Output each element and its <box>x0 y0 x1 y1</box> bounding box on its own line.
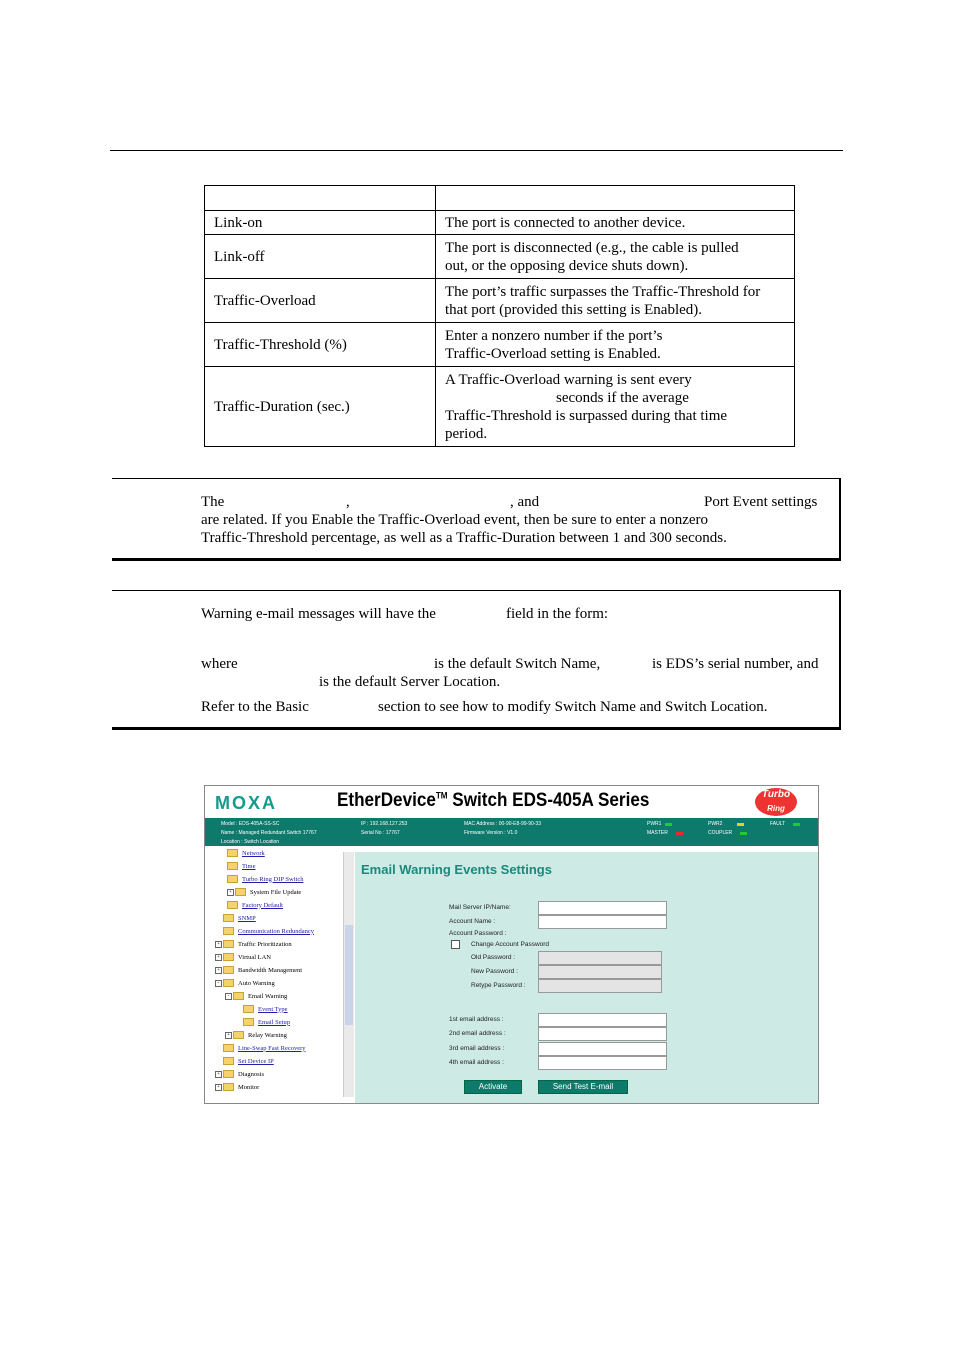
event-description <box>436 323 795 367</box>
folder-icon <box>227 875 238 883</box>
tree-item-system-file-update[interactable]: + System File Update <box>227 888 301 896</box>
note-word: , <box>346 494 350 510</box>
change-password-label: Change Account Password <box>471 941 550 948</box>
email1-input[interactable] <box>538 1013 667 1027</box>
note-box-email <box>112 590 841 730</box>
note-word: Port Event settings <box>704 494 818 510</box>
expand-icon[interactable]: + <box>215 967 222 974</box>
tree-item-communication-redundancy[interactable]: Communication Redundancy <box>223 927 314 935</box>
email4-input[interactable] <box>538 1056 667 1070</box>
email-settings-panel <box>355 852 818 1103</box>
email4-label: 4th email address : <box>449 1059 504 1066</box>
collapse-icon[interactable]: - <box>215 980 222 987</box>
fault-label: FAULT <box>770 821 786 827</box>
table-row <box>205 323 795 367</box>
table-row <box>205 235 795 279</box>
product-title <box>337 790 649 812</box>
event-description <box>436 235 795 279</box>
turbo-ring-logo <box>755 788 797 816</box>
tree-item-bandwidth-management[interactable]: + Bandwidth Management <box>215 966 302 974</box>
new-password-input[interactable] <box>538 965 662 979</box>
info-location: Location : Switch Location <box>221 839 280 845</box>
tree-item-virtual-lan[interactable]: + Virtual LAN <box>215 953 271 961</box>
master-label: MASTER <box>647 830 668 836</box>
tree-item-event-type[interactable]: Event Type <box>243 1005 288 1013</box>
fault-led <box>793 823 800 826</box>
scrollbar-thumb[interactable] <box>345 925 353 1025</box>
mail-server-input[interactable] <box>538 901 667 915</box>
folder-icon <box>223 966 234 974</box>
pwr1-label: PWR1 <box>647 821 662 827</box>
panel-title: Email Warning Events Settings <box>361 862 552 877</box>
tree-item-email-setup[interactable]: Email Setup <box>243 1018 290 1026</box>
email2-label: 2nd email address : <box>449 1030 506 1037</box>
new-password-label: New Password : <box>471 968 518 975</box>
tree-item-relay-warning[interactable]: + Relay Warning <box>225 1031 287 1039</box>
expand-icon[interactable]: + <box>227 889 234 896</box>
retype-password-input[interactable] <box>538 979 662 993</box>
note-word: where <box>201 656 238 672</box>
send-test-email-button[interactable]: Send Test E-mail <box>538 1080 628 1094</box>
turbo-ring-bottom: Ring <box>767 804 785 813</box>
info-firmware: Firmware Version : V1.0 <box>464 830 518 836</box>
old-password-label: Old Password : <box>471 954 516 961</box>
description-line: Traffic-Overload setting is Enabled. <box>445 345 661 362</box>
master-led <box>676 832 683 835</box>
collapse-icon[interactable]: - <box>225 993 232 1000</box>
tree-item-auto-warning[interactable]: - Auto Warning <box>215 979 275 987</box>
note-word: Warning e-mail messages will have the <box>201 606 436 622</box>
tree-item-snmp[interactable]: SNMP <box>223 914 256 922</box>
note-word: , and <box>510 494 540 510</box>
pwr1-led <box>665 823 672 826</box>
folder-icon <box>233 1031 244 1039</box>
description-line: A Traffic-Overload warning is sent every <box>445 371 692 388</box>
folder-icon <box>223 1044 234 1052</box>
info-mac: MAC Address : 00-90-E8-99-90-33 <box>464 821 541 827</box>
description-line: Traffic-Threshold is surpassed during that time <box>445 407 728 424</box>
note-word: The <box>201 494 225 510</box>
note-word: is the default Server Location. <box>319 674 501 690</box>
old-password-input[interactable] <box>538 951 662 965</box>
folder-icon <box>223 1070 234 1078</box>
info-serial: Serial No : 17767 <box>361 830 400 836</box>
tree-scrollbar[interactable] <box>343 852 354 1097</box>
pwr2-led <box>737 823 744 826</box>
email3-input[interactable] <box>538 1042 667 1056</box>
folder-icon <box>243 1005 254 1013</box>
account-name-label: Account Name : <box>449 918 496 925</box>
coupler-led <box>740 832 747 835</box>
folder-icon <box>223 914 234 922</box>
event-description <box>436 211 795 235</box>
description-line: The port is connected to another device. <box>445 214 686 231</box>
account-password-label: Account Password : <box>449 930 507 937</box>
port-events-table <box>204 185 795 447</box>
expand-icon[interactable]: + <box>215 941 222 948</box>
tree-item-email-warning[interactable]: - Email Warning <box>225 992 287 1000</box>
event-name: Link-off <box>205 235 436 279</box>
trademark: TM <box>435 790 448 801</box>
table-row <box>205 211 795 235</box>
activate-button[interactable]: Activate <box>464 1080 522 1094</box>
header-rule <box>110 150 843 151</box>
event-description <box>436 279 795 323</box>
note-word: is the default Switch Name, <box>434 656 601 672</box>
retype-password-label: Retype Password : <box>471 982 526 989</box>
email2-input[interactable] <box>538 1027 667 1041</box>
description-line: The port’s traffic surpasses the Traffic-Threshold for <box>445 283 761 300</box>
moxa-logo: MOXA <box>215 793 277 813</box>
info-model: Model : EDS-405A-SS-SC <box>221 821 280 827</box>
folder-icon <box>243 1018 254 1026</box>
turbo-ring-top: Turbo <box>761 789 791 800</box>
open-folder-icon <box>223 979 234 987</box>
folder-icon <box>227 849 238 857</box>
folder-icon <box>223 940 234 948</box>
tree-item-turbo-ring-dip[interactable]: Turbo Ring DIP Switch <box>227 875 303 883</box>
event-name: Traffic-Duration (sec.) <box>205 367 436 447</box>
account-name-input[interactable] <box>538 915 667 929</box>
expand-icon[interactable]: + <box>225 1032 232 1039</box>
header-cell-event <box>205 186 436 211</box>
tree-item-network[interactable]: Network <box>227 849 265 857</box>
expand-icon[interactable]: + <box>215 954 222 961</box>
note-line: are related. If you Enable the Traffic-Overload event, then be sure to enter a nonzero <box>201 512 709 528</box>
event-name: Traffic-Overload <box>205 279 436 323</box>
note-box-traffic <box>112 478 841 561</box>
open-folder-icon <box>233 992 244 1000</box>
tree-item-line-swap[interactable]: Line-Swap Fast Recovery <box>223 1044 306 1052</box>
change-password-checkbox[interactable] <box>451 940 460 949</box>
folder-icon <box>227 901 238 909</box>
screenshot-top-banner <box>205 786 818 818</box>
tree-item-set-device-ip[interactable]: Set Device IP <box>223 1057 274 1065</box>
expand-icon[interactable]: + <box>215 1084 222 1091</box>
description-line: Enter a nonzero number if the port’s <box>445 327 663 344</box>
expand-icon[interactable]: + <box>215 1071 222 1078</box>
table-row <box>205 279 795 323</box>
coupler-label: COUPLER <box>708 830 733 836</box>
note-word: field in the form: <box>506 606 609 622</box>
note-word: section to see how to modify Switch Name and Switch Location. <box>378 699 768 715</box>
description-line: out, or the opposing device shuts down). <box>445 257 689 274</box>
event-name: Traffic-Threshold (%) <box>205 323 436 367</box>
event-name: Link-on <box>205 211 436 235</box>
folder-icon <box>223 1057 234 1065</box>
tree-item-time[interactable]: Time <box>227 862 256 870</box>
folder-icon <box>227 862 238 870</box>
info-name: Name : Managed Redundant Switch 17767 <box>221 830 317 836</box>
tree-item-traffic-prioritization[interactable]: + Traffic Prioritization <box>215 940 292 948</box>
navigation-tree <box>205 849 353 1103</box>
folder-icon <box>223 953 234 961</box>
description-line: The port is disconnected (e.g., the cable is pulled <box>445 239 739 256</box>
info-ip: IP : 192.168.127.253 <box>361 821 408 827</box>
folder-icon <box>223 1083 234 1091</box>
note-word: Refer to the Basic <box>201 699 309 715</box>
table-header-row <box>205 186 795 211</box>
header-cell-description <box>436 186 795 211</box>
note-word: is EDS’s serial number, and <box>652 656 819 672</box>
email-warning-screenshot <box>204 785 819 1104</box>
mail-server-label: Mail Server IP/Name: <box>449 904 511 911</box>
description-line: period. <box>445 425 488 442</box>
email3-label: 3rd email address : <box>449 1045 505 1052</box>
folder-icon <box>223 927 234 935</box>
note-line: Traffic-Threshold percentage, as well as a Traffic-Duration between 1 and 300 seconds. <box>201 530 727 546</box>
description-line: seconds if the average <box>556 389 689 406</box>
pwr2-label: PWR2 <box>708 821 723 827</box>
event-description <box>436 367 795 447</box>
folder-icon <box>235 888 246 896</box>
tree-item-factory-default[interactable]: Factory Default <box>227 901 283 909</box>
description-line: that port (provided this setting is Enabled). <box>445 301 703 318</box>
product-series: Switch EDS-405A Series <box>447 790 650 811</box>
product-name: EtherDevice <box>337 790 436 811</box>
device-info-bar <box>205 818 818 846</box>
tree-item-diagnosis[interactable]: + Diagnosis <box>215 1070 264 1078</box>
email1-label: 1st email address : <box>449 1016 504 1023</box>
tree-item-monitor[interactable]: + Monitor <box>215 1083 259 1091</box>
table-row <box>205 367 795 447</box>
